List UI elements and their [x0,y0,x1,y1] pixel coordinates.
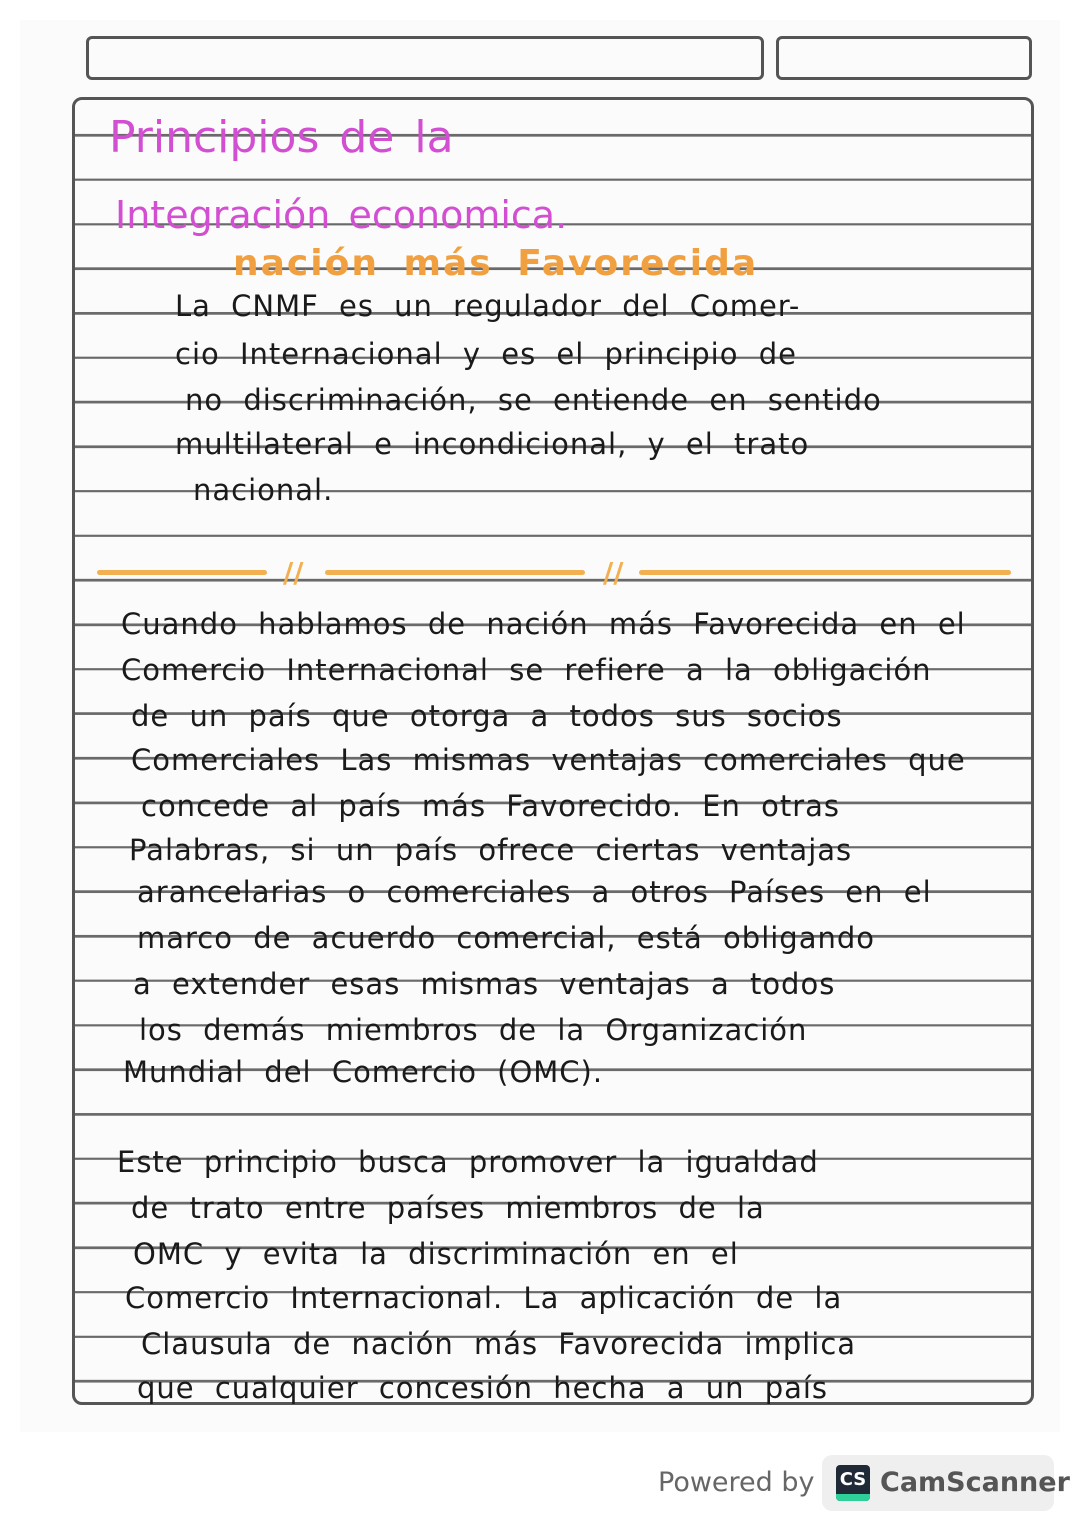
divider-mark: // [603,556,624,589]
header-box-right [776,36,1032,80]
section1-line: multilateral e incondicional, y el trato [175,427,810,461]
divider-mark: // [283,556,304,589]
divider-segment [639,570,1011,575]
header-box-left [86,36,764,80]
section3-line: Comercio Internacional. La aplicación de la [125,1281,843,1315]
section1-line: cio Internacional y es el principio de [175,337,797,371]
camscanner-brand: CamScanner [880,1467,1070,1498]
section2-line: de un país que otorga a todos sus socios [131,699,843,733]
camscanner-logo-icon: CS [836,1465,870,1501]
section1-line: no discriminación, se entiende en sentido [185,383,882,417]
title-line-2: Integración economica. [115,193,568,237]
section3-line: Clausula de nación más Favorecida implica [141,1327,857,1361]
section2-line: concede al país más Favorecido. En otras [141,789,841,823]
section2-line: Cuando hablamos de nación más Favorecida en el [121,607,966,641]
section2-line: los demás miembros de la Organización [139,1013,808,1047]
title-line-1: Principios de la [109,112,454,163]
section3-line: de trato entre países miembros de la [131,1191,765,1225]
section1-line: La CNMF es un regulador del Comer- [175,289,801,323]
divider-segment [325,570,585,575]
section2-line: Comerciales Las mismas ventajas comerciales que [131,743,966,777]
section3-line: OMC y evita la discriminación en el [133,1237,739,1271]
section3-line: que cualquier concesión hecha a un país [137,1371,829,1405]
section2-line: Comercio Internacional se refiere a la obligación [121,653,932,687]
section2-line: Mundial del Comercio (OMC). [123,1055,604,1089]
notebook-page [72,97,1034,1405]
divider-segment [97,570,267,575]
powered-by-label: Powered by [658,1467,815,1498]
section2-line: Palabras, si un país ofrece ciertas ventajas [129,833,853,867]
section3-line: Este principio busca promover la igualdad [117,1145,819,1179]
camscanner-badge[interactable] [822,1455,1070,1511]
section2-line: arancelarias o comerciales a otros Países en el [137,875,932,909]
section1-line: nacional. [193,473,334,507]
subtitle: nación más Favorecida [233,243,759,284]
section2-line: marco de acuerdo comercial, está obligando [137,921,876,955]
section2-line: a extender esas mismas ventajas a todos [133,967,836,1001]
